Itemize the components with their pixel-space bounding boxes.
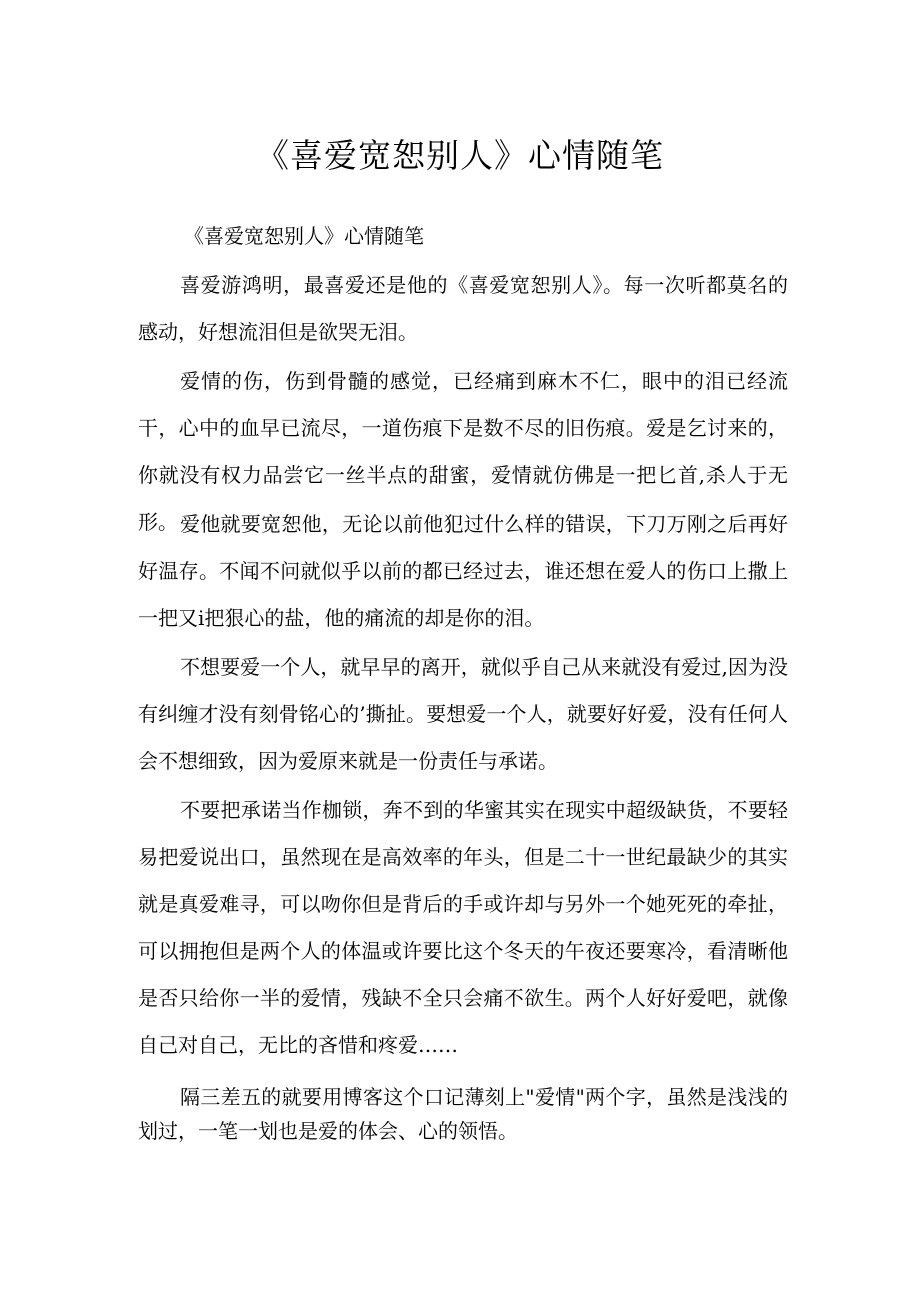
paragraph-4: 不想要爱一个人，就早早的离开，就似乎自己从来就没有爱过,因为没有纠缠才没有刻骨铭心的’撕扯。要想爱一个人，就要好好爱，没有任何人会不想细致，因为爱原来就是一份责任与承诺。 [138,655,788,773]
page-title: 《喜爱宽恕别人》心情随笔 [256,136,664,175]
paragraph-6: 隔三差五的就要用博客这个口记薄刻上"爱情"两个字，虽然是浅浅的划过，一笔一划也是爱的体会、心的领悟。 [138,1085,788,1143]
paragraph-3: 爱他就要宽恕他，无论以前他犯过什么样的错误，下刀万刚之后再好好温存。不闻不问就似乎以前的都已经过去，谁还想在爱人的伤口上撒上一把又i把狠心的盐，他的痛流的却是你的泪。 [138,512,788,630]
document-subtitle: 《喜爱宽恕别人》心情随笔 [184,224,424,248]
paragraph-1: 喜爱游鸿明，最喜爱还是他的《喜爱宽恕别人》。每一次听都莫名的感动，好想流泪但是欲哭无泪。 [138,273,788,344]
paragraph-5: 不要把承诺当作枷锁，奔不到的华蜜其实在现实中超级缺货，不要轻易把爱说出口，虽然现在是高效率的年头，但是二十一世纪最缺少的其实就是真爱难寻，可以吻你但是背后的手或许却与另外一个她死死的牵扯，可以拥抱但是两个人的体温或许要比这个冬天的午夜还要寒冷，看清晰他是否只给你一半的爱情，残缺不全只会痛不欲生。两个人好好爱吧，就像自己对自己，无比的吝惜和疼爱…… [138,798,788,1057]
paragraph-2: 爱情的伤，伤到骨髓的感觉，已经痛到麻木不仁，眼中的泪已经流干，心中的血早已流尽，一道伤痕下是数不尽的旧伤痕。爱是乞讨来的，你就没有权力品尝它一丝半点的甜蜜，爱情就仿佛是一把匕首,杀人于无形。 [138,369,788,534]
